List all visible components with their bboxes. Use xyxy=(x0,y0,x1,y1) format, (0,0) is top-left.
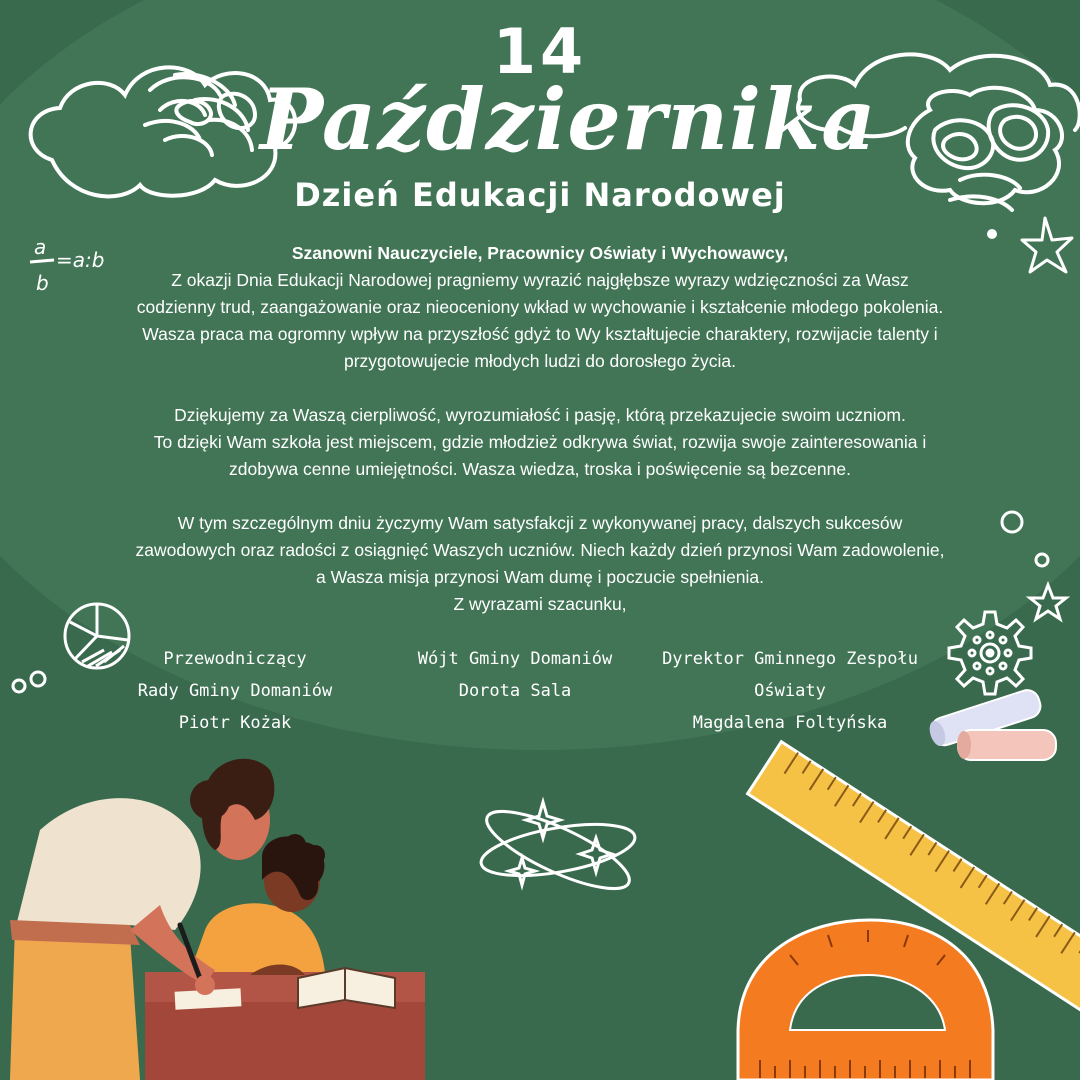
signature-mayor xyxy=(385,643,645,707)
signature-title: Przewodniczący xyxy=(163,649,307,669)
message-line: codzienny trud, zaangażowanie oraz nieoceniony wkład w wychowanie i kształcenie młodego pokolenia. xyxy=(136,297,944,317)
svg-text:b: b xyxy=(36,271,49,294)
signature-name: Piotr Kożak xyxy=(178,713,292,733)
signature-title: Oświaty xyxy=(754,681,826,701)
message-line: Wasza praca ma ogromny wpływ na przyszłość gdyż to Wy kształtujecie charaktery, rozwijacie talenty i xyxy=(142,324,938,344)
signature-title: Dyrektor Gminnego Zespołu xyxy=(662,649,918,669)
message-line: zdobywa cenne umiejętności. Wasza wiedza, troska i poświęcenie są bezcenne. xyxy=(229,459,851,479)
message-line: To dzięki Wam szkoła jest miejscem, gdzie młodzież odkrywa świat, rozwija swoje zainteresowania i xyxy=(153,432,927,452)
date-day: 14 xyxy=(492,15,588,88)
signature-name: Dorota Sala xyxy=(458,681,572,701)
svg-text:=a:b: =a:b xyxy=(56,248,105,272)
teacher-student-illustration xyxy=(10,759,425,1080)
chalk-sticks-icon xyxy=(926,687,1056,760)
message-line: przygotowujecie młodych ludzi do dorosłego życia. xyxy=(343,351,736,371)
message-body xyxy=(60,240,1020,618)
message-line: zawodowych oraz radości z osiągnięć Waszych uczniów. Niech każdy dzień przynosi Wam zadowolenie, xyxy=(135,540,945,560)
closing: Z wyrazami szacunku, xyxy=(453,594,627,614)
signature-director xyxy=(655,643,925,739)
paragraph-gap xyxy=(60,375,1020,402)
chalk-circle-small-icon xyxy=(13,680,25,692)
greeting: Szanowni Nauczyciele, Pracownicy Oświaty i Wychowawcy, xyxy=(291,243,789,263)
message-line: Z okazji Dnia Edukacji Narodowej pragniemy wyrazić najgłębsze wyrazy wdzięczności za Wasz xyxy=(171,270,909,290)
message-line: Dziękujemy za Waszą cierpliwość, wyrozumiałość i pasję, którą przekazujecie swoim uczniom. xyxy=(174,405,906,425)
occasion-title: Dzień Edukacji Narodowej xyxy=(294,176,786,214)
signature-chairman xyxy=(100,643,370,739)
paragraph-gap xyxy=(60,483,1020,510)
signature-name: Magdalena Foltyńska xyxy=(692,713,888,733)
svg-text:a: a xyxy=(34,235,47,259)
chalk-dot-icon xyxy=(987,229,997,239)
signature-title: Wójt Gminy Domaniów xyxy=(417,649,613,669)
message-line: a Wasza misja przynosi Wam dumę i poczucie spełnienia. xyxy=(315,567,765,587)
signature-title: Rady Gminy Domaniów xyxy=(137,681,333,701)
date-month: Października xyxy=(260,70,877,169)
protractor-icon xyxy=(738,920,993,1080)
orbit-stars-doodle-icon xyxy=(477,797,638,903)
message-line: W tym szczególnym dniu życzymy Wam satysfakcji z wykonywanej pracy, dalszych sukcesów xyxy=(177,513,903,533)
chalk-circle-icon xyxy=(31,672,45,686)
